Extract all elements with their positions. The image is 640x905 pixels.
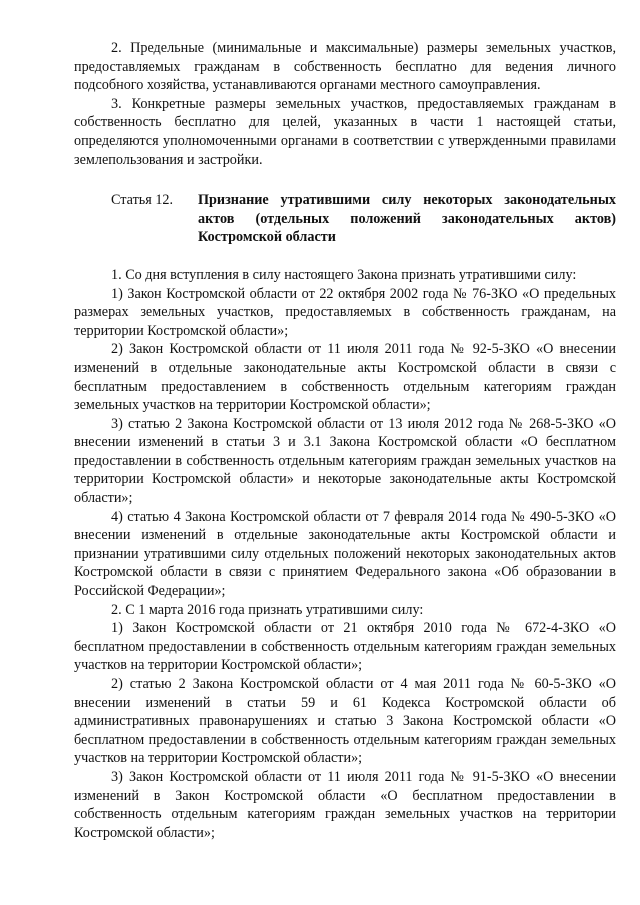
list-item-1-4: 4) статью 4 Закона Костромской области от 7 февраля 2014 года № 490-5-ЗКО «О внесении изменений в отдельные законодательные акты Костромской области и признании утратившими силу отдельных положений некоторых законодательных актов Костромской области в связи с принятием Федерального закона «Об образовании в Российской Федерации»; bbox=[74, 508, 616, 600]
article-title: Признание утратившими силу некоторых законодательных актов (отдельных положений законодательных актов) Костромской области bbox=[198, 192, 616, 246]
paragraph-intro-1: 1. Со дня вступления в силу настоящего Закона признать утратившими силу: bbox=[111, 266, 577, 283]
list-item-2-3: 3) Закон Костромской области от 11 июля 2011 года № 91-5-ЗКО «О внесении изменений в Закон Костромской области «О бесплатном предоставлении в собственность отдельным категориям граждан земельных участков на территории Костромской области»; bbox=[74, 768, 616, 841]
list-item-2-2: 2) статью 2 Закона Костромской области от 4 мая 2011 года № 60-5-ЗКО «О внесении изменений в статьи 59 и 61 Кодекса Костромской области об административных правонарушениях и статью 3 Закона Костромской области «О бесплатном предоставлении в собственность отдельным категориям граждан земельных участков на территории Костромской области»; bbox=[74, 676, 616, 767]
article-number: Статья 12. bbox=[111, 192, 174, 209]
paragraph-part-2: 2. Предельные (минимальные и максимальные) размеры земельных участков, предоставляемых гражданам в собственность бесплатно для ведения личного подсобного хозяйства, устанавливаются органами местного самоуправления. bbox=[74, 40, 616, 94]
list-item-1-1: 1) Закон Костромской области от 22 октября 2002 года № 76-ЗКО «О предельных размерах земельных участков, предоставляемых в собственность гражданам, на территории Костромской области»; bbox=[74, 285, 616, 339]
article-heading bbox=[74, 191, 616, 247]
list-item-2-1: 1) Закон Костромской области от 21 октября 2010 года № 672-4-ЗКО «О бесплатном предоставлении в собственность отдельным категориям граждан земельных участков на территории Костромской области»; bbox=[74, 620, 616, 674]
document-page bbox=[74, 39, 616, 842]
spacer bbox=[74, 169, 616, 191]
list-item-1-3: 3) статью 2 Закона Костромской области от 13 июля 2012 года № 268-5-ЗКО «О внесении изменений в статьи 3 и 3.1 Закона Костромской области «О бесплатном предоставлении в собственность отдельным категориям граждан земельных участков на территории Костромской области» и некоторые законодательные акты Костромской области»; bbox=[74, 415, 616, 507]
list-item-1-2: 2) Закон Костромской области от 11 июля 2011 года № 92-5-ЗКО «О внесении изменений в отдельные законодательные акты Костромской области в связи с бесплатным предоставлением в собственность отдельным категориям граждан земельных участков на территории Костромской области»; bbox=[74, 341, 616, 414]
spacer bbox=[74, 247, 616, 266]
paragraph-intro-2: 2. С 1 марта 2016 года признать утратившими силу: bbox=[111, 601, 424, 618]
paragraph-part-3: 3. Конкретные размеры земельных участков, предоставляемых гражданам в собственность бесплатно для целей, указанных в части 1 настоящей статьи, определяются уполномоченными органами в соответствии с утвержденными правилами землепользования и застройки. bbox=[74, 95, 616, 168]
